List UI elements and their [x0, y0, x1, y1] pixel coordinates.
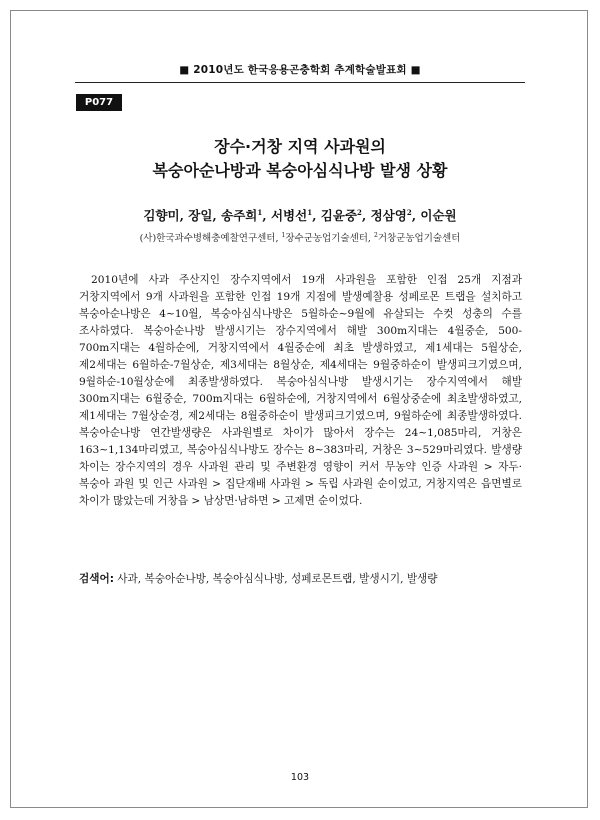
- author-affil-mark: 2: [406, 207, 412, 217]
- author-name: 장일,: [188, 208, 217, 223]
- affiliation-mark: 2: [373, 231, 378, 239]
- conference-header: ■ 2010년도 한국응용곤충학회 추계학술발표회 ■: [179, 64, 421, 76]
- author-list: [75, 206, 525, 224]
- author-name: 김향미,: [143, 208, 184, 223]
- keywords: [79, 571, 522, 588]
- author-name: , 김윤중: [312, 208, 358, 223]
- author-affil-mark: 1: [307, 207, 313, 217]
- author-name: , 서병선: [262, 208, 308, 223]
- title-line-1: 장수·거창 지역 사과원의: [214, 137, 386, 156]
- affiliation-mark: 1: [281, 231, 286, 239]
- author-name: 송주희: [221, 208, 258, 223]
- affiliation-part: 거창군농업기술센터: [377, 233, 461, 244]
- affiliations: [75, 230, 525, 244]
- keywords-label: 검색어:: [79, 573, 114, 585]
- poster-number-badge: P077: [76, 94, 122, 111]
- author-affil-mark: 1: [257, 207, 263, 217]
- header-rule: [75, 82, 525, 83]
- author-affil-mark: 2: [357, 207, 362, 217]
- author-name: , 이순원: [411, 208, 457, 223]
- affiliation-part: (사)한국과수병해충예찰연구센터,: [139, 233, 282, 244]
- page-number: 103: [290, 772, 310, 783]
- keywords-text: 사과, 복숭아순나방, 복숭아심식나방, 성페로몬트랩, 발생시기, 발생량: [113, 573, 438, 585]
- abstract-body: 2010년에 사과 주산지인 장수지역에서 19개 사과원을 포함한 인접 25개 지점과 거창지역에서 9개 사과원을 포함한 인접 19개 지점에 발생예찰용 성페로몬 트랩을 설치하고 복숭아순나방은 4∼10월, 복숭아심식나방은 5월하순∼9월에 유살되는 수컷 성충의 수를 조사하였다. 복숭아순나방 발생시기는 장수지역에서 해발 300m지대는 4월중순, 500-700m지대는 4월하순에, 거창지역에서 4월중순에 최초 발생하였고, 제1세대는 5월상순, 제2세대는 6월하순-7월상순, 제3세대는 8월상순, 제4세대는 9월중하순이 발생피크기였으며, 9월하순-10월상순에 최종발생하였다. 복숭아심식나방 발생시기는 장수지역에서 해발 300m지대는 6월중순, 700m지대는 6월하순에, 거창지역에서 6월상중순에 최초발생하였고, 제1세대는 7월상순경, 제2세대는 8월중하순이 발생피크기였으며, 9월하순에 최종발생하였다. 복숭아순나방 연간발생량은 사과원별로 차이가 많아서 장수는 24∼1,085마리, 거창은 163∼1,134마리였고, 복숭아심식나방도 장수는 8∼383마리, 거창은 3∼529마리였다. 발생량 차이는 장수지역의 경우 사과원 관리 및 주변환경 영향이 커서 무농약 인증 사과원 > 자두·복숭아 과원 및 인근 사과원 > 집단재배 사과원 > 독립 사과원 순이었고, 거창지역은 읍면별로 차이가 많았는데 거창읍 > 남상면·남하면 > 고제면 순이었다.: [79, 274, 522, 507]
- title-line-2: 복숭아순나방과 복숭아심식나방 발생 상황: [152, 161, 448, 180]
- author-name: , 정삼영: [361, 208, 407, 223]
- affiliation-part: 장수군농업기술센터,: [285, 233, 374, 244]
